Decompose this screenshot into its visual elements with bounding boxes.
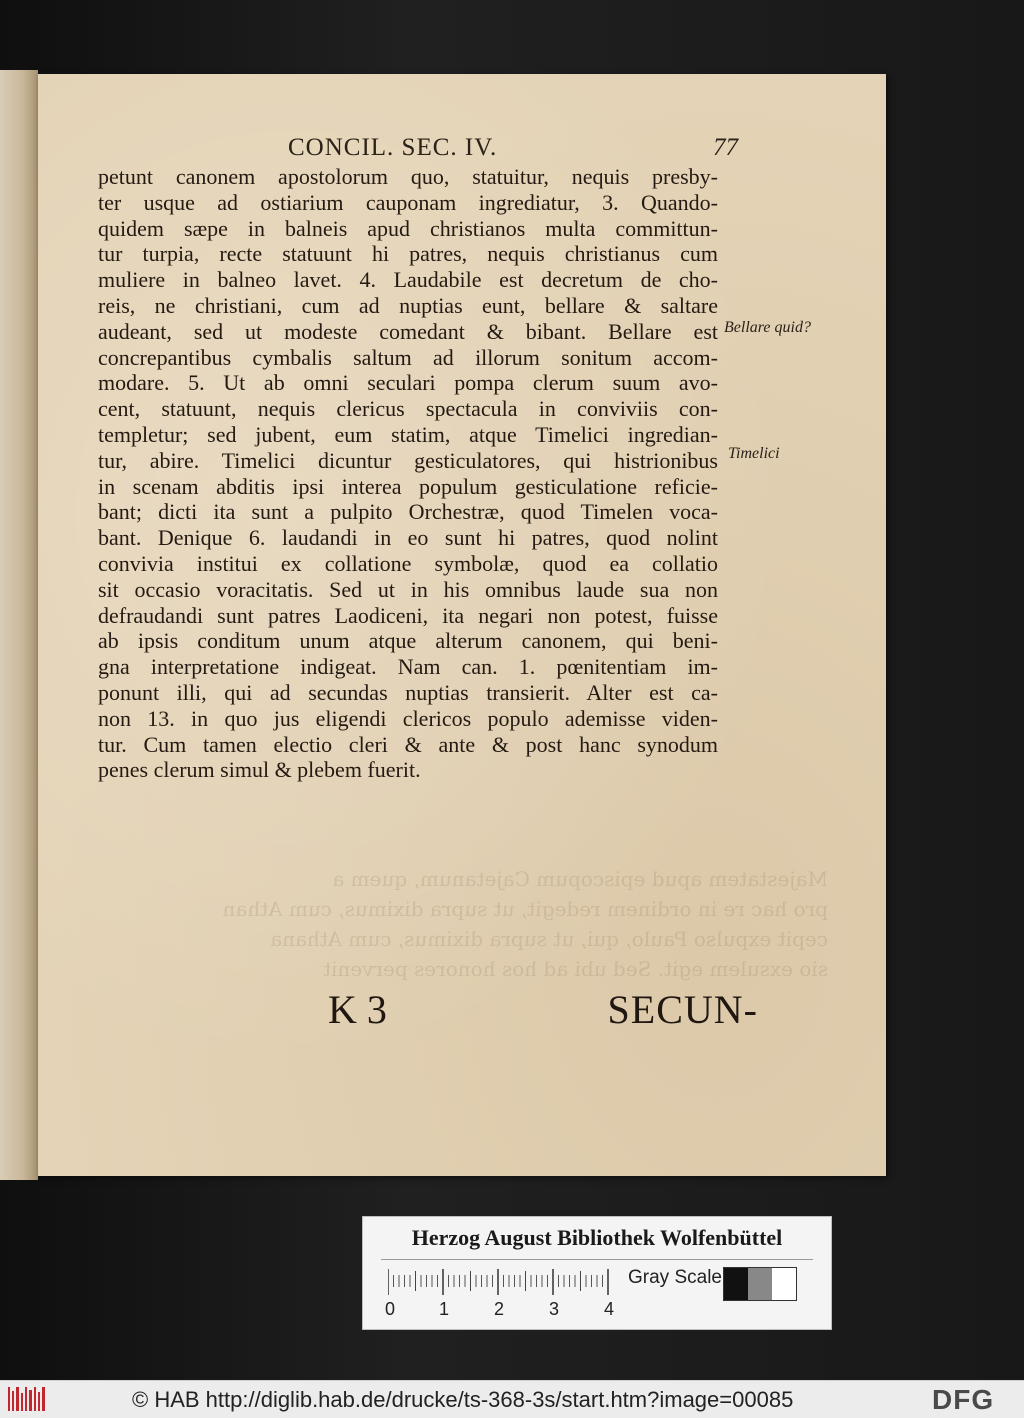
margin-note-timelici: Timelici	[728, 445, 780, 462]
text-line: tur. Cum tamen electio cleri & ante & post hanc synodum	[98, 731, 718, 757]
card-divider	[381, 1259, 813, 1260]
text-line: concrepantibus cymbalis saltum ad illorum sonitum accom-	[98, 344, 718, 370]
previous-page-edge	[0, 70, 38, 1180]
text-line: quidem sæpe in balneis apud christianos multa committun-	[98, 215, 718, 241]
bleed-through-text: Majestatem apud episcopum Cajetanum, quem a pro hac re in ordinem redegit, ut supra diximus, cum Athan cepit expulso Paulo, qui, ut supra diximus, cum Athana sio exsulem egit. Sed ubi ad hos honores pervenit	[222, 867, 828, 981]
text-line: templetur; sed jubent, eum statim, atque Timelici ingredian-	[98, 421, 718, 447]
body-text	[98, 164, 718, 783]
text-line: muliere in balneo lavet. 4. Laudabile est decretum de cho-	[98, 267, 718, 293]
gray-scale-label: Gray Scale	[628, 1267, 722, 1288]
swatch-white	[772, 1268, 796, 1300]
signature-line	[328, 986, 758, 1036]
copyright-url[interactable]: © HAB http://diglib.hab.de/drucke/ts-368-3s/start.htm?image=00085	[132, 1387, 794, 1412]
text-line: petunt canonem apostolorum quo, statuitur, nequis presby-	[98, 164, 718, 189]
ruler-label: 0	[385, 1299, 396, 1319]
dfg-logo: DFG	[932, 1384, 995, 1415]
swatch-black	[724, 1268, 748, 1300]
text-line: ponunt illi, qui ad secundas nuptias transierit. Alter est ca-	[98, 679, 718, 705]
signature-mark: K 3	[328, 987, 387, 1032]
text-line: reis, ne christiani, cum ad nuptias eunt, bellare & saltare	[98, 292, 718, 318]
barcode-icon	[6, 1385, 50, 1413]
text-line: defraudandi sunt patres Laodiceni, ita negari non potest, fuisse	[98, 602, 718, 628]
text-line: gna interpretatione indigeat. Nam can. 1. pœnitentiam im-	[98, 654, 718, 680]
text-line: convivia institui ex collatione symbolæ, quod ea collatio	[98, 550, 718, 576]
ruler-label: 1	[439, 1299, 450, 1319]
text-line: non 13. in quo jus eligendi clericos populo ademisse viden-	[98, 705, 718, 731]
text-line: sit occasio voracitatis. Sed ut in his omnibus laude sua non	[98, 576, 718, 602]
catchword: SECUN-	[607, 987, 758, 1032]
text-line: bant. Denique 6. laudandi in eo sunt hi patres, quod nolint	[98, 525, 718, 551]
text-line: bant; dicti ita sunt a pulpito Orchestræ, quod Timelen voca-	[98, 499, 718, 525]
text-line: tur, abire. Timelici dicuntur gesticulatores, qui histrionibus	[98, 447, 718, 473]
margin-note-bellare: Bellare quid?	[724, 319, 811, 336]
page-number: 77	[713, 134, 738, 161]
swatch-gray	[748, 1268, 772, 1300]
color-scale-card	[362, 1216, 832, 1330]
library-name: Herzog August Bibliothek Wolfenbüttel	[411, 1225, 783, 1250]
ruler-labels	[385, 1299, 625, 1325]
text-line: modare. 5. Ut ab omni seculari pompa clerum suum avo-	[98, 370, 718, 396]
running-head	[288, 134, 738, 168]
text-line: audeant, sed ut modeste comedant & bibant. Bellare est	[98, 318, 718, 344]
text-line: ter usque ad ostiarium cauponam ingrediatur, 3. Quando-	[98, 189, 718, 215]
ruler-label: 3	[549, 1299, 560, 1319]
text-line: cent, statuunt, nequis clericus spectacula in conviviis con-	[98, 396, 718, 422]
text-line: tur turpia, recte statuunt hi patres, nequis christianus cum	[98, 241, 718, 267]
text-line: ab ipsis conditum unum atque alterum canonem, qui beni-	[98, 628, 718, 654]
footer-bar	[0, 1380, 1024, 1418]
gray-scale-swatch	[723, 1267, 797, 1301]
ruler-label: 4	[604, 1299, 615, 1319]
ruler-label: 2	[494, 1299, 505, 1319]
book-page	[38, 74, 886, 1176]
text-line: penes clerum simul & plebem fuerit.	[98, 757, 421, 783]
text-line: in scenam abditis ipsi interea populum gesticulatione reficie-	[98, 473, 718, 499]
running-title: CONCIL. SEC. IV.	[288, 134, 498, 161]
